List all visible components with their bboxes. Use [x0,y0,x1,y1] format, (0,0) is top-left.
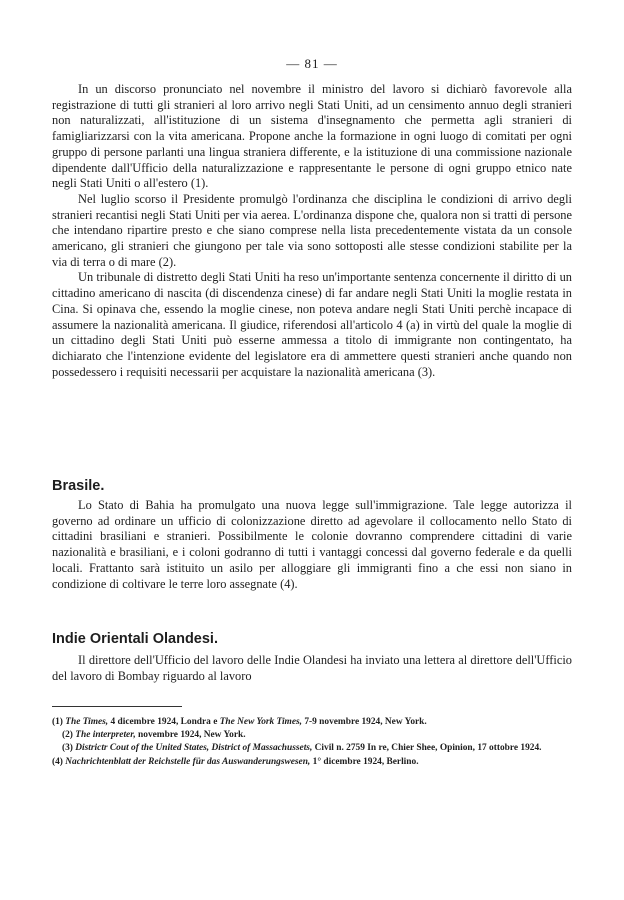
footnote-source: The interpreter, [75,730,136,741]
paragraph-air-ordinance: Nel luglio scorso il Presidente promulgò l'ordinanza che disciplina le condizioni di arrivo degli stranieri recantisi negli Stati Uniti per via aerea. L'ordinanza dispone che, qualora non si tratti di persone che intendano ripartire presto e che siano comprese nella lista precedentemente vistata da un console americano, gli stranieri che giungono per tale via sono sottoposti alle stesse condizioni stabilite per la via di terra o di mare (2). [52,191,572,269]
footnote-text: Civil n. 2759 In re, Chier Shee, Opinion, 17 ottobre 1924. [312,743,542,754]
indie-section [52,653,572,684]
footnote-text: 4 dicembre 1924, Londra e [108,717,220,727]
footnote-source: The Times, [65,717,109,727]
paragraph-registration: In un discorso pronunciato nel novembre il ministro del lavoro si dichiarò favorevole alla registrazione di tutti gli stranieri al loro arrivo negli Stati Uniti, ad un censimento annuo degli stranieri non naturalizzati, all'istituzione di un sistema d'insegnamento che permetta agli stranieri di famigliarizzarsi con la vita americana. Propone anche la formazione in ogni luogo di comitati per ogni gruppo di persone parlanti una lingua straniera differente, e la istituzione di una commissione nazionale dipendente dall'Ufficio della naturalizzazione e rappresentante le persone di ogni gruppo etnico nate negli Stati Uniti o all'estero (1). [52,82,572,191]
footnote-number: (1) [52,717,63,727]
footnote-1 [52,716,572,729]
footnote-source: Districtr Cout of the United States, District of Massachussets, [75,743,313,754]
brasile-section [52,498,572,592]
footnote-text: 1° dicembre 1924, Berlino. [310,756,419,767]
paragraph-bahia: Lo Stato di Bahia ha promulgato una nuova legge sull'immigrazione. Tale legge autorizza il governo ad ordinare un ufficio di colonizzazione diretto ad agevolare il collocamento nello Stato di cittadini brasiliani e stranieri. Possibilmente le colonie dovranno comprendere cittadini di varie nazionalità e brasiliani, e i coloni godranno di tutti i vantaggi concessi dal governo federale e da quelli locali. Frattanto sarà istituito un asilo per alloggiare gli immigranti fino a che essi non siano in condizione di coltivare le terre loro assegnate (4). [52,498,572,591]
footnote-source: The New York Times, [219,717,302,727]
footnote-source: Nachrichtenblatt der Reichstelle für das Auswanderungswesen, [65,756,311,767]
section-heading-brasile: Brasile. [52,478,105,494]
footnote-number: (4) [52,756,63,767]
footnote-divider [52,706,182,707]
footnote-number: (2) [62,730,73,741]
footnote-4 [52,756,572,769]
footnote-number: (3) [62,743,73,754]
paragraph-court-ruling: Un tribunale di distretto degli Stati Uniti ha reso un'importante sentenza concernente il diritto di un cittadino americano di nascita (di discendenza cinese) di far andare negli Stati Uniti la moglie restata in Cina. Si opinava che, essendo la moglie cinese, non poteva andare negli Stati Uniti perchè incapace di assumere la nazionalità americana. Il giudice, riferendosi all'articolo 4 (a) in virtù del quale la moglie di un cittadino degli Stati Uniti può esserne ammessa a titolo di immigrante non contingentato, ha dichiarato che l'intenzione evidente del legislatore era di ammettere questi stranieri anche quando non possedessero i requisiti necessarii per acquistare la nazionalità americana (3). [52,270,572,379]
footnotes [52,716,572,769]
page-number: — 81 — [286,56,338,71]
paragraph-dutch-indies: Il direttore dell'Ufficio del lavoro delle Indie Olandesi ha inviato una lettera al direttore dell'Ufficio del lavoro di Bombay riguardo al lavoro [52,653,572,683]
footnote-3 [52,742,572,755]
footnote-2 [52,729,572,742]
section-heading-indie-olandesi: Indie Orientali Olandesi. [52,631,218,647]
usa-section [52,82,572,380]
footnote-text: novembre 1924, New York. [135,730,246,741]
footnote-text: 7-9 novembre 1924, New York. [302,717,427,727]
